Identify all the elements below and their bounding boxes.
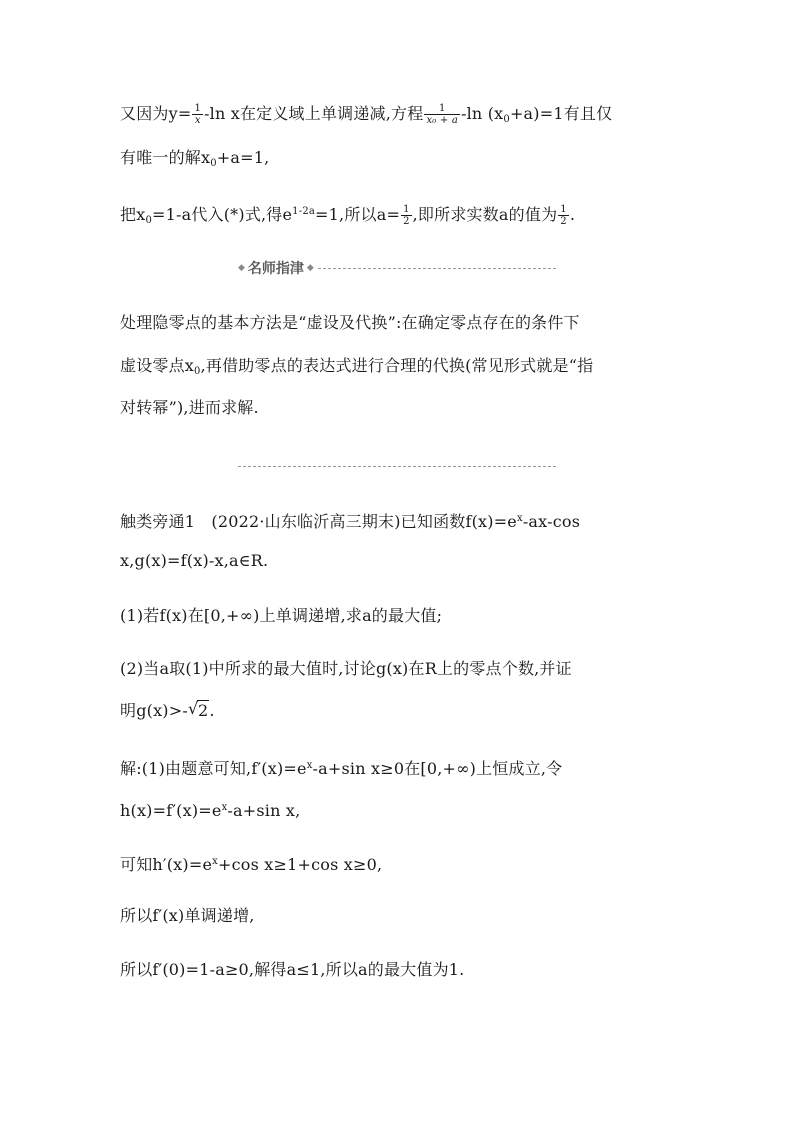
paragraph-line-2: 有唯一的解$x_0+a=1$,	[120, 148, 270, 169]
fraction-one-half: $\frac{1}{2}$	[403, 204, 410, 227]
exercise-question-2-cont: 明g(x)>- √ 2.	[120, 699, 215, 720]
fraction-1-over-x0-plus-a: $\frac{1}{\text{x₀ + a}}$	[426, 103, 458, 126]
diamond-icon: ◆	[238, 263, 245, 273]
tip-line-2: 虚设零点$x_0$,再借助零点的表达式进行合理的代换(常见形式就是“指	[120, 356, 594, 377]
fraction-1-over-x: $\frac{1}{x}$	[194, 103, 202, 126]
exercise-line-1: 触类旁通1 (2022·山东临沂高三期末)已知函数$f(x)=e^x-ax-\cos$	[120, 512, 581, 531]
sqrt-expression: √ 2	[187, 699, 209, 720]
solution-line-1: 解:(1)由题意可知$,f'(x)=e^x-a+\sin$ x≥0在[0,+∞)上恒成立,令	[120, 759, 563, 778]
solution-line-5: 所以f′(0)=1-a≥0,解得a≤1,所以a的最大值为1.	[120, 960, 465, 979]
dashed-rule	[318, 268, 556, 269]
diamond-icon: ◆	[306, 263, 314, 273]
exercise-question-2: (2)当a取(1)中所求的最大值时,讨论g(x)在R上的零点个数,并证	[120, 659, 572, 678]
section-divider	[238, 466, 556, 467]
exercise-line-2: x,g(x)=f(x)-x,a∈R.	[120, 551, 269, 570]
section-title: 名师指津	[247, 261, 304, 277]
fraction-one-half-answer: $\frac{1}{2}$	[560, 204, 567, 227]
tip-line-1: 处理隐零点的基本方法是“虚设及代换”:在确定零点存在的条件下	[120, 313, 580, 332]
paragraph-line-1: 又因为y= $\frac{1}{x}$ -ln x在定义域上单调递减,方程 $\frac{1}{\text{x₀ + a}}$ -ln $(x_0+a)=1$有且仅	[120, 103, 613, 126]
paragraph-line-3: 把$x_0=1-a$代入(*)式,得$e^{1-2a}=1$,所以a= $\frac{1}{2}$ ,即所求实数a的值为 $\frac{1}{2}$ .	[120, 204, 576, 227]
tip-line-3: 对转幂”),进而求解.	[120, 398, 259, 417]
solution-line-2: $h(x)=f'(x)=e^x-a+\sin$ x,	[120, 801, 301, 820]
exercise-question-1: (1)若f(x)在[0,+∞)上单调递增,求a的最大值;	[120, 606, 443, 625]
solution-line-4: 所以f′(x)单调递增,	[120, 906, 255, 925]
solution-line-3: 可知$h'(x)=e^x+\cos$ x≥1+cos x≥0,	[120, 855, 383, 874]
section-header-teacher-tips	[238, 257, 556, 279]
